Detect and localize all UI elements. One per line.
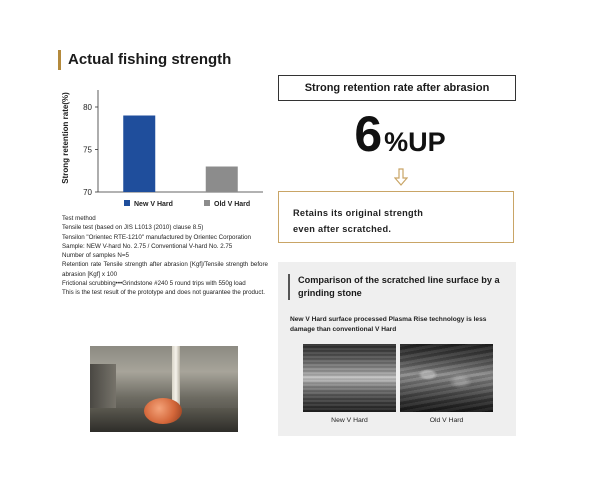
increase-figure: [340, 104, 460, 164]
test-method: [62, 214, 268, 298]
bar-old-v-hard: [206, 167, 238, 193]
bar-new-v-hard: [123, 116, 155, 193]
retention-heading: Strong retention rate after abrasion: [278, 75, 516, 101]
comparison-description: New V Hard surface processed Plasma Rise technology is less damage than conventional V Hard: [290, 316, 487, 333]
increase-unit: %UP: [384, 127, 446, 157]
method-line: Number of samples N=5: [62, 252, 129, 260]
method-line: This is the test result of the prototype and does not guarantee the product.: [62, 289, 265, 297]
comparison-panel: [278, 262, 516, 436]
method-line: Frictional scrubbing•••Grindstone #240 5 round trips with 550g load: [62, 280, 246, 288]
y-tick-label: 80: [83, 103, 92, 112]
abrasion-test-photo: [90, 346, 238, 432]
legend-swatch: [124, 200, 130, 206]
new-v-hard-label: New V Hard: [331, 417, 368, 424]
method-line: Retention rate Tensile strength after abrasion [Kgf]/Tensile strength before abrasion [Kgf] x 100: [62, 261, 268, 278]
method-line: Tensilon "Orientec RTE-1210" manufactured by Orientec Corporation: [62, 233, 251, 241]
note-line-1: Retains its original strength: [293, 208, 424, 218]
section-title: Actual fishing strength: [58, 50, 231, 70]
note-line-2: even after scratched.: [293, 224, 392, 234]
old-v-hard-surface-image: [400, 344, 493, 412]
legend-label: Old V Hard: [214, 201, 251, 208]
y-tick-label: 75: [83, 145, 92, 155]
method-line: Tensile test (based on JIS L1013 (2010) clause 8.5): [62, 224, 204, 232]
comparison-title: Comparison of the scratched line surface by a grinding stone: [288, 274, 518, 300]
y-axis-label: Strong retention rate(%): [61, 92, 70, 184]
method-line: Sample: NEW V-hard No. 2.75 / Conventional V-hard No. 2.75: [62, 242, 233, 250]
retention-bar-chart: [58, 86, 273, 216]
arrow-down-icon: [394, 168, 408, 186]
y-tick-label: 70: [83, 188, 92, 197]
photo-line-holder: [172, 346, 180, 406]
photo-grindstone: [144, 398, 182, 424]
increase-number: 6: [354, 106, 383, 162]
legend-swatch: [204, 200, 210, 206]
legend-label: New V Hard: [134, 201, 173, 208]
photo-machine-block: [90, 364, 116, 414]
retention-note: [278, 191, 514, 243]
new-v-hard-surface-image: [303, 344, 396, 412]
old-v-hard-label: Old V Hard: [429, 417, 464, 424]
method-line: Test method: [62, 215, 96, 222]
